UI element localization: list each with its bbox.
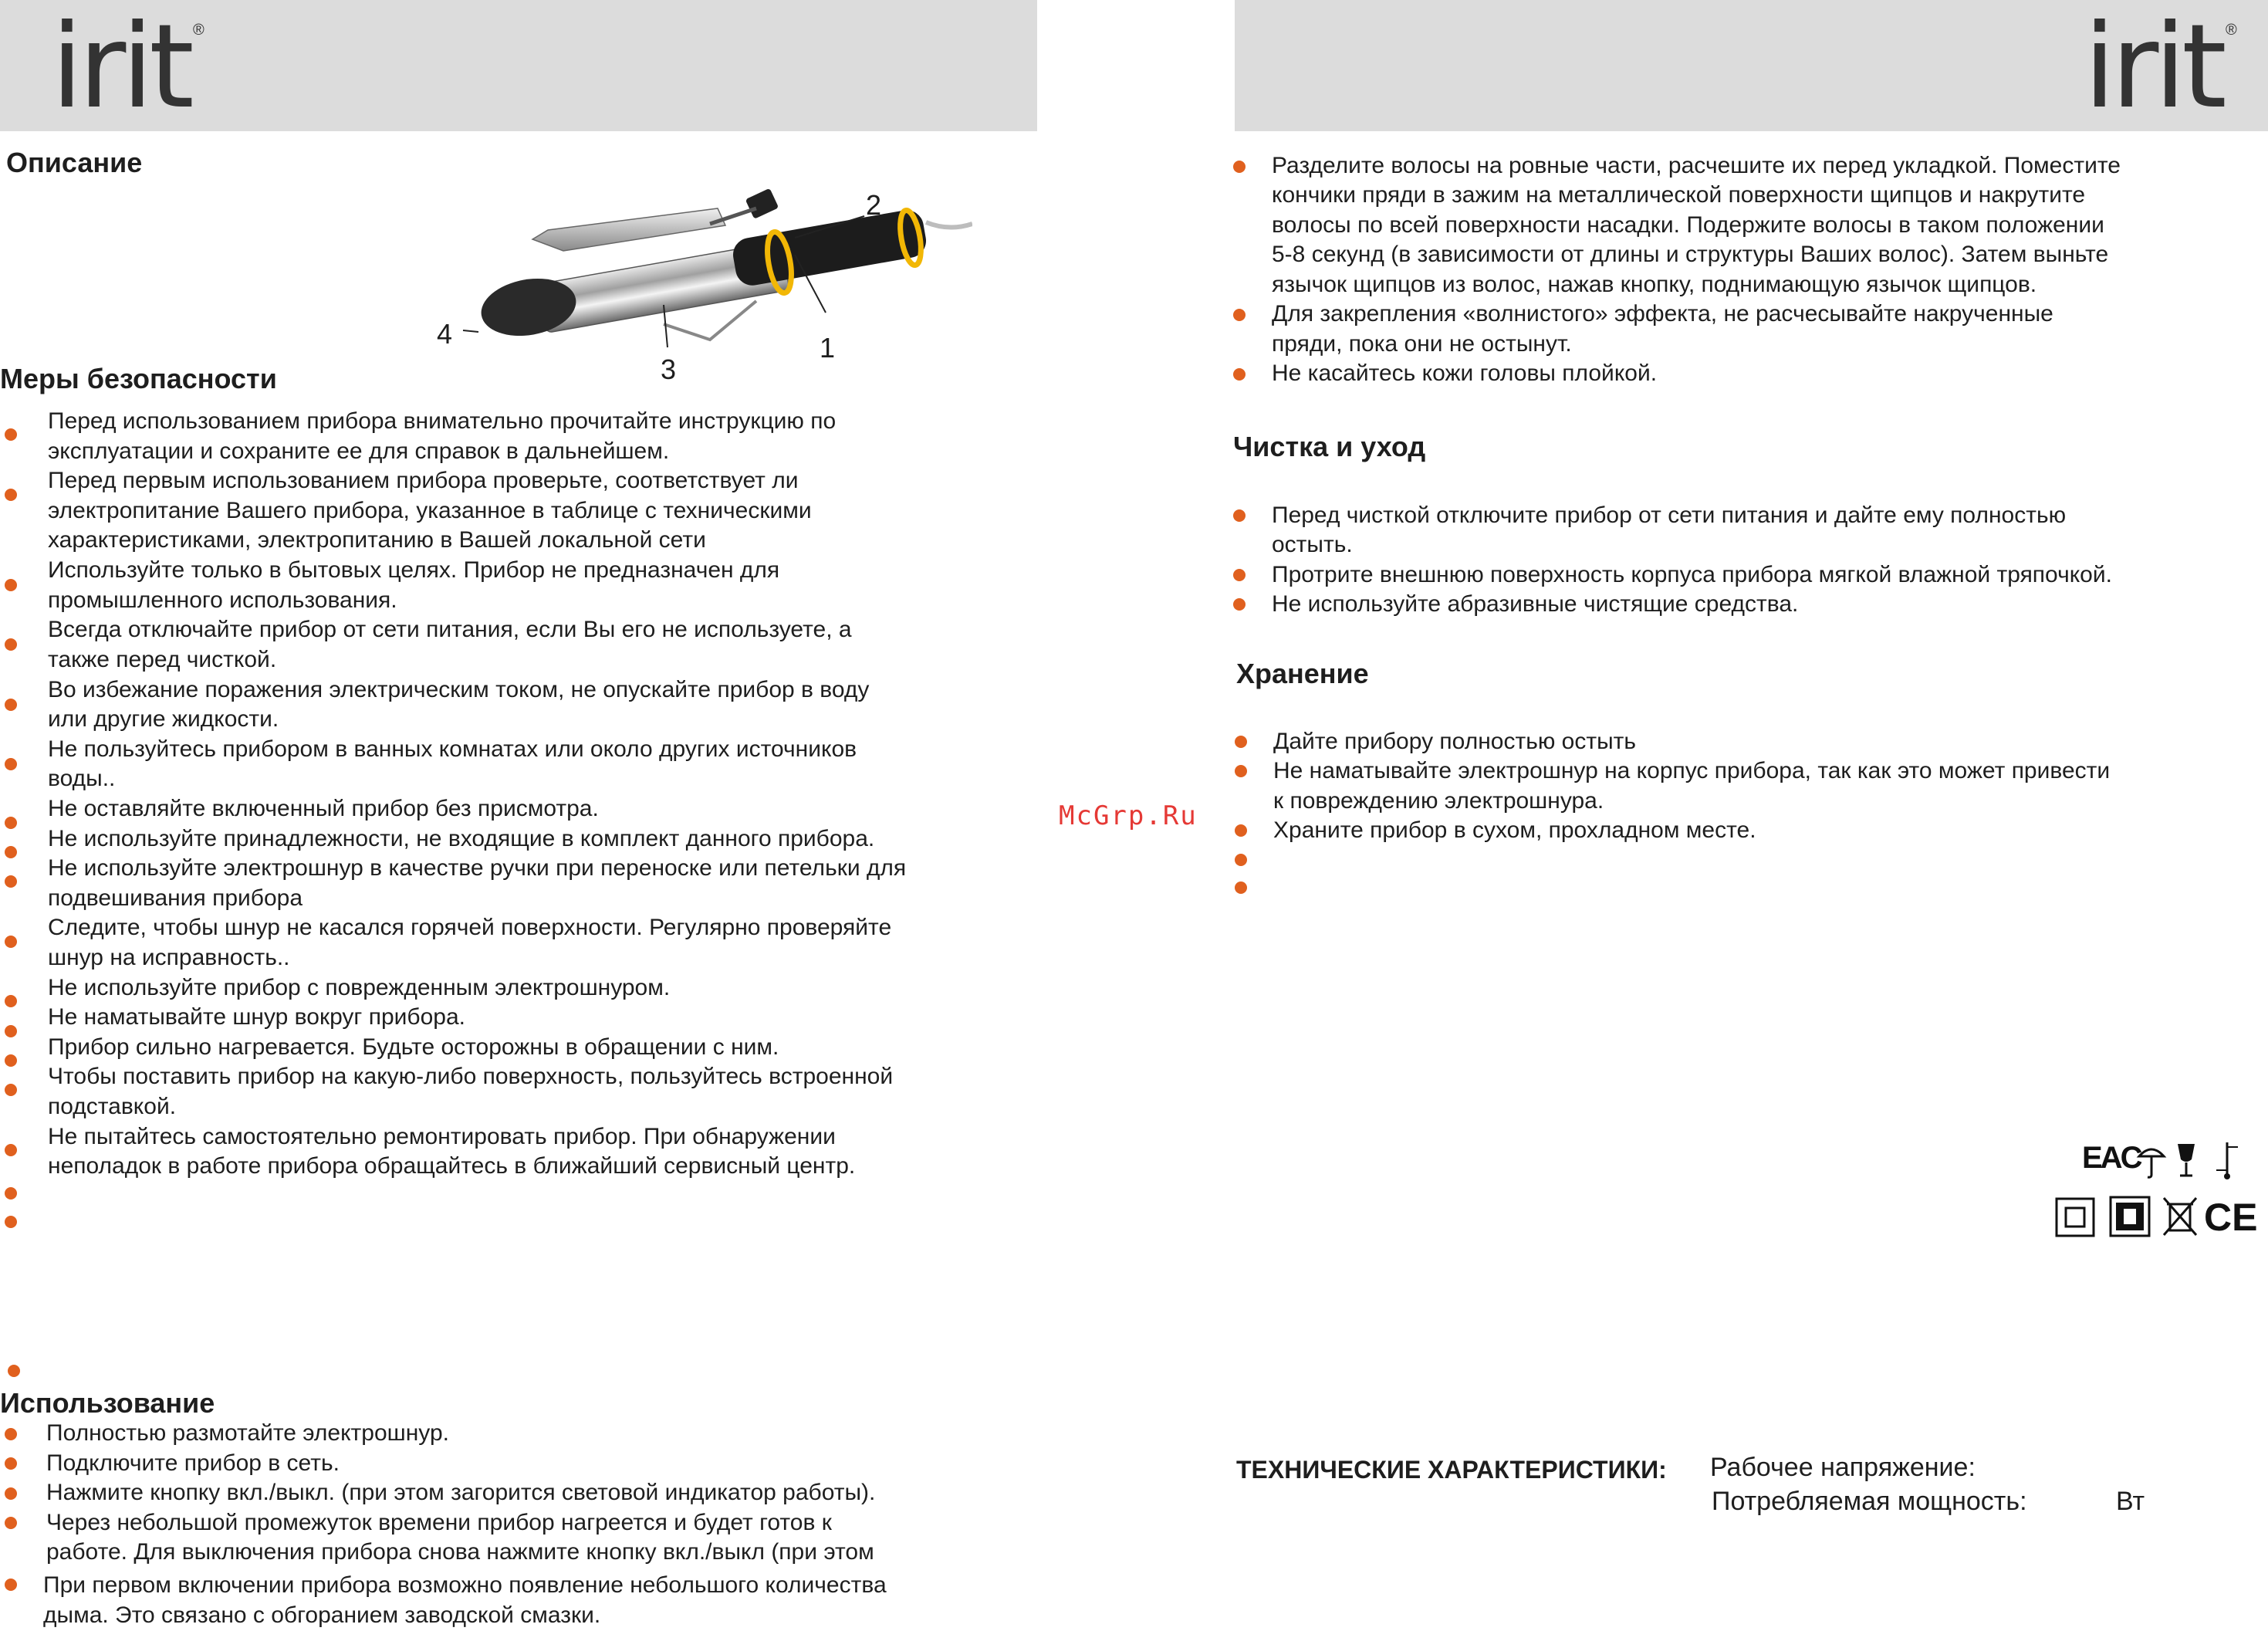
bullet-icon — [5, 1216, 17, 1228]
safety-line: Не наматывайте шнур вокруг прибора. — [48, 1004, 465, 1030]
safety-line: Не пользуйтесь прибором в ванных комнатах или около других источников — [48, 736, 857, 762]
cleaning-line: Перед чисткой отключите прибор от сети питания и дайте ему полностью — [1272, 502, 2067, 528]
bullet-icon — [5, 875, 17, 888]
clamp-lever — [745, 188, 779, 219]
cleaning-line: остыть. — [1272, 532, 1353, 557]
bullet-icon — [5, 936, 17, 948]
usage-line: дыма. Это связано с обгоранием заводской смазки. — [43, 1602, 601, 1628]
bullet-icon — [5, 579, 17, 591]
registered-mark-right: ® — [2226, 22, 2237, 39]
usage-line: Подключите прибор в сеть. — [46, 1450, 340, 1476]
bullet-icon — [1235, 765, 1247, 777]
curl-line: пряди, пока они не остынут. — [1272, 331, 1572, 357]
safety-line: Всегда отключайте прибор от сети питания, если Вы его не используете, а — [48, 617, 852, 642]
bullet-icon — [5, 1487, 17, 1500]
handle-with-care-icon — [2108, 1195, 2151, 1238]
cord — [926, 222, 972, 228]
safety-title: Меры безопасности — [0, 363, 277, 394]
bullet-icon — [5, 1054, 17, 1067]
bullet-icon — [1235, 854, 1247, 866]
safety-line: шнур на исправность.. — [48, 945, 290, 970]
bullet-icon — [5, 489, 17, 501]
safety-line: Чтобы поставить прибор на какую-либо поверхность, пользуйтесь встроенной — [48, 1064, 894, 1089]
ce-mark: CE — [2204, 1196, 2258, 1239]
bullet-icon — [1233, 598, 1246, 611]
bullet-icon — [1235, 824, 1247, 837]
watermark: McGrp.Ru — [1059, 800, 1198, 831]
safety-line: Во избежание поражения электрическим током, не опускайте прибор в воду — [48, 677, 870, 702]
tech-voltage-label: Рабочее напряжение: — [1710, 1453, 1976, 1482]
bullet-icon — [1233, 309, 1246, 321]
tech-power-label: Потребляемая мощность: — [1712, 1487, 2027, 1516]
clamp-handle — [532, 208, 725, 251]
curl-line: 5-8 секунд (в зависимости от длины и структуры Ваших волос). Затем выньте — [1272, 242, 2109, 267]
bullet-icon — [5, 995, 17, 1007]
safety-line: воды.. — [48, 766, 116, 791]
usage-line: Нажмите кнопку вкл./выкл. (при этом загорится световой индикатор работы). — [46, 1480, 876, 1505]
diagram-label-1: 1 — [820, 332, 836, 364]
bullet-icon — [5, 1579, 17, 1591]
storage-line: Не наматывайте электрошнур на корпус прибора, так как это может привести — [1273, 758, 2111, 783]
curling-iron-diagram — [432, 178, 972, 394]
bullet-icon — [5, 846, 17, 858]
curl-line: Не касайтесь кожи головы плойкой. — [1272, 360, 1658, 386]
umbrella-icon — [2136, 1141, 2167, 1179]
brand-logo-left: irit — [51, 0, 190, 134]
diagram-label-4: 4 — [437, 318, 453, 350]
safety-line: Используйте только в бытовых целях. Прибор не предназначен для — [48, 557, 780, 583]
safety-line: подвешивания прибора — [48, 885, 303, 911]
safety-line: подставкой. — [48, 1094, 177, 1119]
storage-line: к повреждению электрошнура. — [1273, 788, 1604, 814]
usage-line: работе. Для выключения прибора снова нажмите кнопку вкл./выкл (при этом — [46, 1539, 874, 1565]
curl-line: волосы по всей поверхности насадки. Подержите волосы в таком положении — [1272, 212, 2104, 238]
description-title: Описание — [6, 147, 143, 178]
safety-line: Не используйте электрошнур в качестве ручки при переноске или петельки для — [48, 855, 907, 881]
safety-line: также перед чисткой. — [48, 647, 277, 672]
bullet-icon — [5, 1187, 17, 1200]
curl-line: Разделите волосы на ровные части, расчешите их перед укладкой. Поместите — [1272, 153, 2121, 178]
safety-line: электропитание Вашего прибора, указанное в таблице с техническими — [48, 498, 812, 523]
safety-line: Не пытайтесь самостоятельно ремонтировать прибор. При обнаружении — [48, 1124, 836, 1149]
tech-title: ТЕХНИЧЕСКИЕ ХАРАКТЕРИСТИКИ: — [1236, 1456, 1667, 1484]
safety-line: или другие жидкости. — [48, 706, 279, 732]
storage-line: Дайте прибору полностью остыть — [1273, 729, 1637, 754]
safety-line: Перед использованием прибора внимательно прочитайте инструкцию по — [48, 408, 837, 434]
curl-line: Для закрепления «волнистого» эффекта, не расчесывайте накрученные — [1272, 301, 2053, 327]
safety-line: Следите, чтобы шнур не касался горячей поверхности. Регулярно проверяйте — [48, 915, 892, 940]
bullet-icon — [1235, 881, 1247, 894]
bullet-icon — [1233, 569, 1246, 581]
double-insulation-icon — [2054, 1196, 2096, 1238]
safety-line: промышленного использования. — [48, 587, 397, 613]
bullet-icon — [5, 699, 17, 711]
bullet-icon — [5, 1428, 17, 1440]
bullet-icon — [5, 428, 17, 441]
curl-line: язычок щипцов из волос, нажав кнопку, поднимающую язычок щипцов. — [1272, 272, 2037, 297]
usage-line: При первом включении прибора возможно появление небольшого количества — [43, 1572, 887, 1598]
usage-line: Через небольшой промежуток времени прибор нагреется и будет готов к — [46, 1510, 832, 1535]
bullet-icon — [1233, 161, 1246, 173]
usage-title: Использование — [0, 1387, 215, 1419]
safety-line: характеристиками, электропитанию в Вашей локальной сети — [48, 527, 706, 553]
safety-line: эксплуатации и сохраните ее для справок в дальнейшем. — [48, 438, 670, 464]
bullet-icon — [5, 817, 17, 829]
safety-line: неполадок в работе прибора обращайтесь в ближайший сервисный центр. — [48, 1153, 856, 1179]
cleaning-line: Не используйте абразивные чистящие средства. — [1272, 591, 1799, 617]
storage-title: Хранение — [1236, 658, 1369, 689]
bullet-icon — [1233, 368, 1246, 381]
brand-logo-right: irit — [2084, 0, 2222, 134]
usage-line: Полностью размотайте электрошнур. — [46, 1420, 449, 1446]
safety-line: Не оставляйте включенный прибор без присмотра. — [48, 796, 599, 821]
bullet-icon — [5, 1084, 17, 1096]
bullet-icon — [8, 1365, 20, 1377]
fragile-glass-icon — [2173, 1141, 2199, 1179]
temperature-limit-icon — [2204, 1139, 2250, 1181]
bullet-icon — [5, 1517, 17, 1529]
tech-power-unit: Вт — [2116, 1487, 2145, 1516]
storage-line: Храните прибор в сухом, прохладном месте. — [1273, 817, 1756, 843]
bullet-icon — [5, 1025, 17, 1037]
leader-line-4 — [463, 330, 478, 332]
diagram-label-2: 2 — [866, 189, 882, 221]
curl-line: кончики пряди в зажим на металлической поверхности щипцов и накрутите — [1272, 182, 2086, 208]
safety-line: Не используйте прибор с поврежденным электрошнуром. — [48, 975, 671, 1000]
safety-line: Не используйте принадлежности, не входящие в комплект данного прибора. — [48, 826, 875, 851]
eac-mark: EAC — [2082, 1141, 2141, 1175]
registered-mark-left: ® — [193, 22, 204, 39]
safety-line: Перед первым использованием прибора проверьте, соответствует ли — [48, 468, 799, 493]
cleaning-title: Чистка и уход — [1233, 431, 1426, 462]
diagram-label-3: 3 — [661, 354, 677, 385]
bullet-icon — [5, 1457, 17, 1470]
bullet-icon — [5, 638, 17, 651]
safety-line: Прибор сильно нагревается. Будьте осторожны в обращении с ним. — [48, 1034, 779, 1060]
bullet-icon — [1233, 509, 1246, 522]
bullet-icon — [5, 1144, 17, 1156]
bullet-icon — [5, 758, 17, 770]
weee-bin-icon — [2161, 1195, 2199, 1238]
cleaning-line: Протрите внешнюю поверхность корпуса прибора мягкой влажной тряпочкой. — [1272, 562, 2112, 587]
bullet-icon — [1235, 736, 1247, 748]
